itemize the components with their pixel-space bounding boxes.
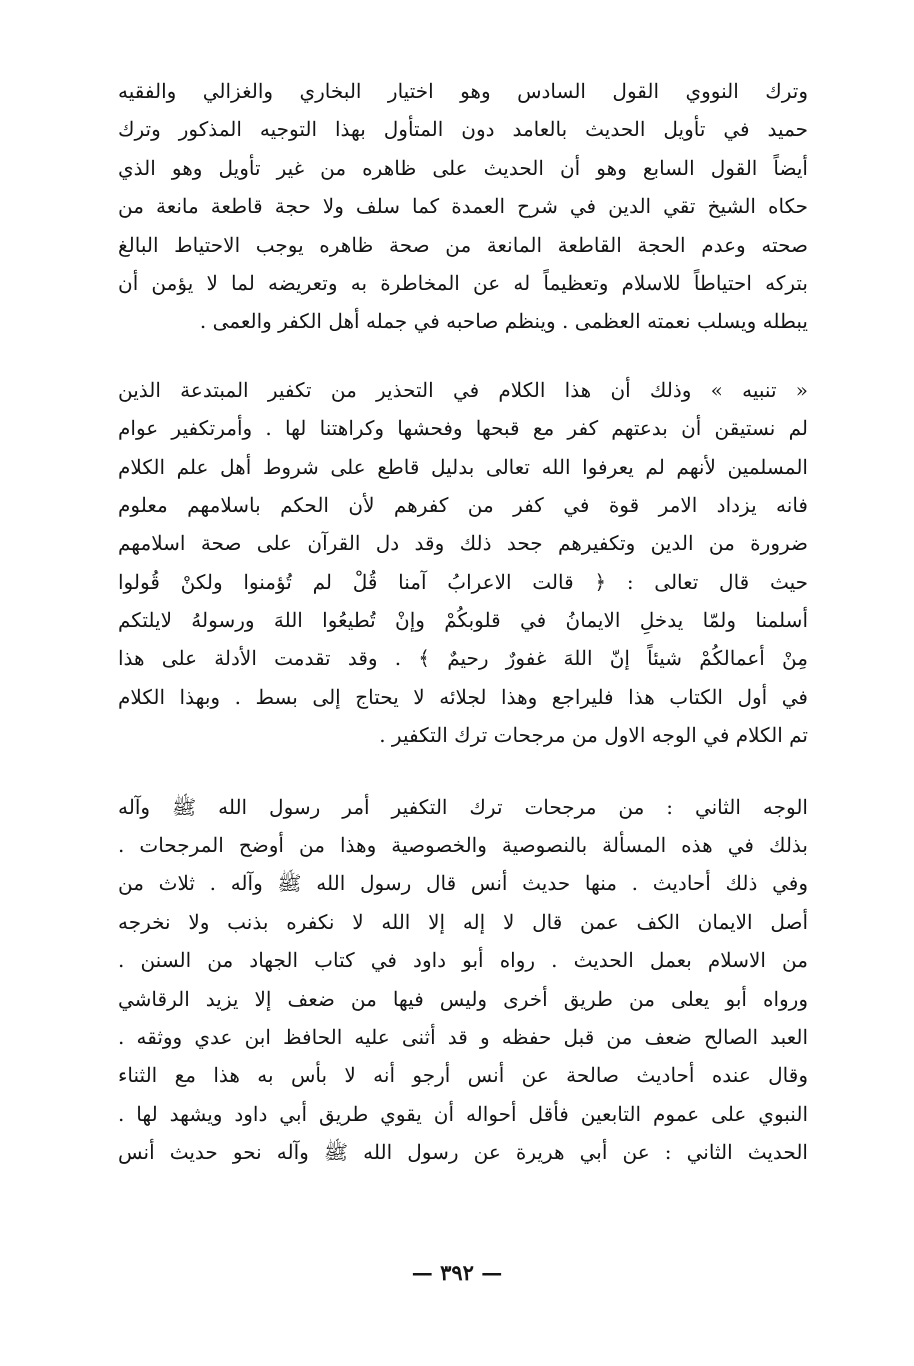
section-heading-line: الوجه الثاني : من مرجحات ترك التكفير أمر رسول الله ﷺ وآله [118, 794, 808, 819]
text-line: أيضاً القول السابع وهو أن الحديث على ظاهره من غير تأويل وهو الذي [118, 155, 808, 180]
text-line: وقال عنده أحاديث صالحة عن أنس أرجو أنه لا بأس به هذا مع الثناء [118, 1063, 808, 1088]
text-line: المسلمين لأنهم لم يعرفوا الله تعالى بدليل قاطع على شروط أهل علم الكلام [118, 454, 808, 479]
paragraph-1 [118, 72, 808, 341]
text-line: بتركه احتياطاً للاسلام وتعظيماً له عن المخاطرة به وتعريضه لما لا يؤمن أن [118, 270, 808, 295]
text-line: وفي ذلك أحاديث . منها حديث أنس قال رسول الله ﷺ وآله . ثلاث من [118, 871, 808, 896]
text-line: صحته وعدم الحجة القاطعة المانعة من صحة ظاهره يوجب الاحتياط البالغ [118, 232, 808, 257]
text-line: يبطله ويسلب نعمته العظمى . وينظم صاحبه في جمله أهل الكفر والعمى . [199, 309, 808, 334]
quran-verse-line: حيث قال تعالى : ﴿ قالت الاعرابُ آمنا قُلْ لم تُؤمنوا ولكنْ قُولوا [118, 569, 808, 594]
text-line: ورواه أبو يعلى من طريق أخرى وليس فيها من ضعف إلا يزيد الرقاشي [118, 986, 808, 1011]
text-line: تم الكلام في الوجه الاول من مرجحات ترك التكفير . [379, 723, 808, 748]
text-line: في أول الكتاب هذا فليراجع وهذا لجلائه لا يحتاج إلى بسط . وبهذا الكلام [118, 684, 808, 709]
quran-verse-line: مِنْ أعمالكُمْ شيئاً إنّ اللهَ غفورٌ رحيمٌ ﴾ . وقد تقدمت الأدلة على هذا [118, 646, 808, 671]
quran-verse-line: أسلمنا ولمّا يدخلِ الايمانُ في قلوبكُمْ وإنْ تُطيعُوا اللهَ ورسولهُ لايلتكم [118, 608, 808, 633]
page-body [118, 72, 808, 1172]
text-line: العبد الصالح ضعف من قبل حفظه و قد أثنى عليه الحافظ ابن عدي ووثقه . [118, 1024, 808, 1049]
text-line: حكاه الشيخ تقي الدين في شرح العمدة كما سلف ولا حجة قاطعة مانعة من [118, 194, 808, 219]
text-line: لم نستيقن أن بدعتهم كفر مع قبحها وفحشها وكراهتنا لها . وأمرتكفير عوام [118, 416, 808, 441]
text-line: « تنبيه » وذلك أن هذا الكلام في التحذير من تكفير المبتدعة الذين [118, 377, 808, 402]
paragraph-spacer [118, 755, 808, 788]
text-line: بذلك في هذه المسألة بالنصوصية والخصوصية وهذا من أوضح المرجحات . [118, 833, 808, 858]
text-line: من الاسلام بعمل الحديث . رواه أبو داود في كتاب الجهاد من السنن . [118, 948, 808, 973]
text-line: وترك النووي القول السادس وهو اختيار البخاري والغزالي والفقيه [118, 79, 808, 103]
paragraph-3-second-aspect [118, 788, 808, 1172]
paragraph-spacer [118, 341, 808, 371]
page-number: — ٣٩٢ — [411, 1260, 503, 1285]
text-line: ضرورة من الدين وتكفيرهم جحد ذلك وقد دل القرآن على صحة اسلامهم [118, 531, 808, 556]
text-line: فانه يزداد الامر قوة في كفر من كفرهم لأن الحكم باسلامهم معلوم [118, 492, 808, 517]
text-line: حميد في تأويل الحديث بالعامد دون المتأول بهذا التوجيه المذكور وترك [118, 117, 808, 142]
text-line: أصل الايمان الكف عمن قال لا إله إلا الله لا نكفره بذنب ولا نخرجه [118, 909, 808, 934]
paragraph-2-note [118, 371, 808, 755]
text-line: النبوي على عموم التابعين فأقل أحواله أن يقوي طريق أبي داود ويشهد لها . [118, 1101, 808, 1126]
text-line: الحديث الثاني : عن أبي هريرة عن رسول الله ﷺ وآله نحو حديث أنس [118, 1140, 808, 1165]
